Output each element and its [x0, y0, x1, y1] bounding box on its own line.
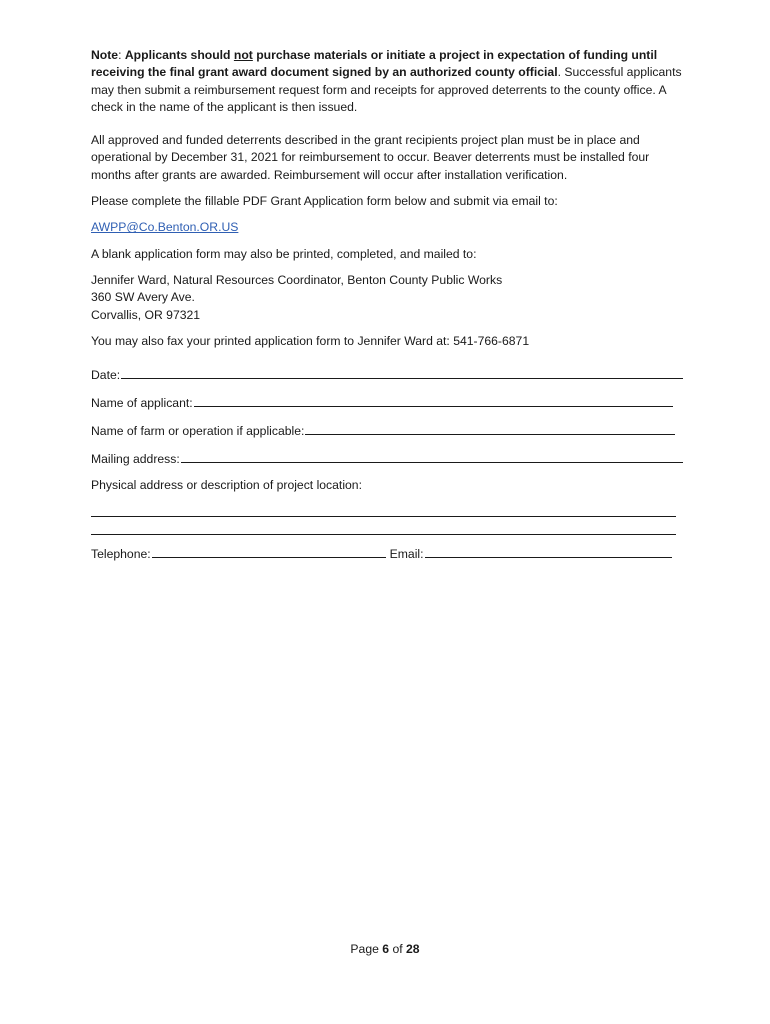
note-label: Note — [91, 48, 119, 62]
physical-address-label: Physical address or description of project location: — [91, 478, 362, 493]
note-bold-start: Applicants should — [124, 48, 234, 62]
note-separator: : — [118, 48, 125, 62]
page-number-prefix: Page — [350, 942, 383, 956]
telephone-blank-line[interactable] — [152, 545, 386, 558]
applicant-name-label: Name of applicant: — [91, 395, 193, 410]
mailing-address-field — [91, 450, 683, 468]
email-instruction: Please complete the fillable PDF Grant Application form below and submit via email to: — [91, 194, 558, 209]
telephone-label: Telephone: — [91, 546, 151, 561]
physical-address-blank-line-2[interactable] — [91, 517, 676, 535]
email-blank-line[interactable] — [425, 545, 672, 558]
address-line-2: 360 SW Avery Ave. — [91, 290, 195, 305]
mailing-address-block — [91, 272, 683, 324]
page-content — [91, 47, 683, 563]
applicant-name-blank-line[interactable] — [194, 394, 673, 407]
mailing-address-blank-line[interactable] — [181, 450, 683, 463]
email-link[interactable]: AWPP@Co.Benton.OR.US — [91, 220, 239, 235]
physical-address-field — [91, 477, 683, 494]
email-label: Email: — [389, 546, 424, 561]
mailing-address-label: Mailing address: — [91, 451, 180, 466]
mail-instruction: A blank application form may also be printed, completed, and mailed to: — [91, 246, 477, 261]
note-rest: . Successful applicants may then submit a reimbursement request form and receipts for approved deterrents to the county office. A check in the name of the applicant is then issued. — [91, 65, 682, 114]
total-page-count: 28 — [406, 942, 420, 956]
address-line-1: Jennifer Ward, Natural Resources Coordinator, Benton County Public Works — [91, 272, 503, 287]
note-bold-end: purchase materials or initiate a project in expectation of funding until receiving the final grant award document signed by an authorized county official — [91, 48, 658, 80]
farm-name-label: Name of farm or operation if applicable: — [91, 423, 305, 438]
fax-instruction: You may also fax your printed application form to Jennifer Ward at: 541-766-6871 — [91, 333, 530, 348]
funding-note — [91, 47, 683, 116]
note-emphasis-not: not — [233, 48, 253, 62]
date-field — [91, 366, 683, 384]
deterrents-paragraph: All approved and funded deterrents described in the grant recipients project plan must be in place and operational by December 31, 2021 for reimbursement to occur. Beaver deterrents must be installed four months after grants are awarded. Reimbursement will occur after installation verification. — [91, 133, 650, 182]
current-page-number: 6 — [382, 942, 390, 956]
farm-name-field — [91, 422, 683, 440]
contact-row — [91, 545, 683, 563]
physical-address-lines — [91, 499, 683, 535]
address-line-3: Corvallis, OR 97321 — [91, 307, 201, 322]
page-footer — [0, 942, 770, 956]
date-blank-line[interactable] — [121, 366, 683, 379]
date-label: Date: — [91, 368, 121, 383]
applicant-name-field — [91, 394, 683, 412]
physical-address-blank-line-1[interactable] — [91, 499, 676, 517]
page-number-middle: of — [389, 942, 406, 956]
farm-name-blank-line[interactable] — [305, 422, 675, 435]
